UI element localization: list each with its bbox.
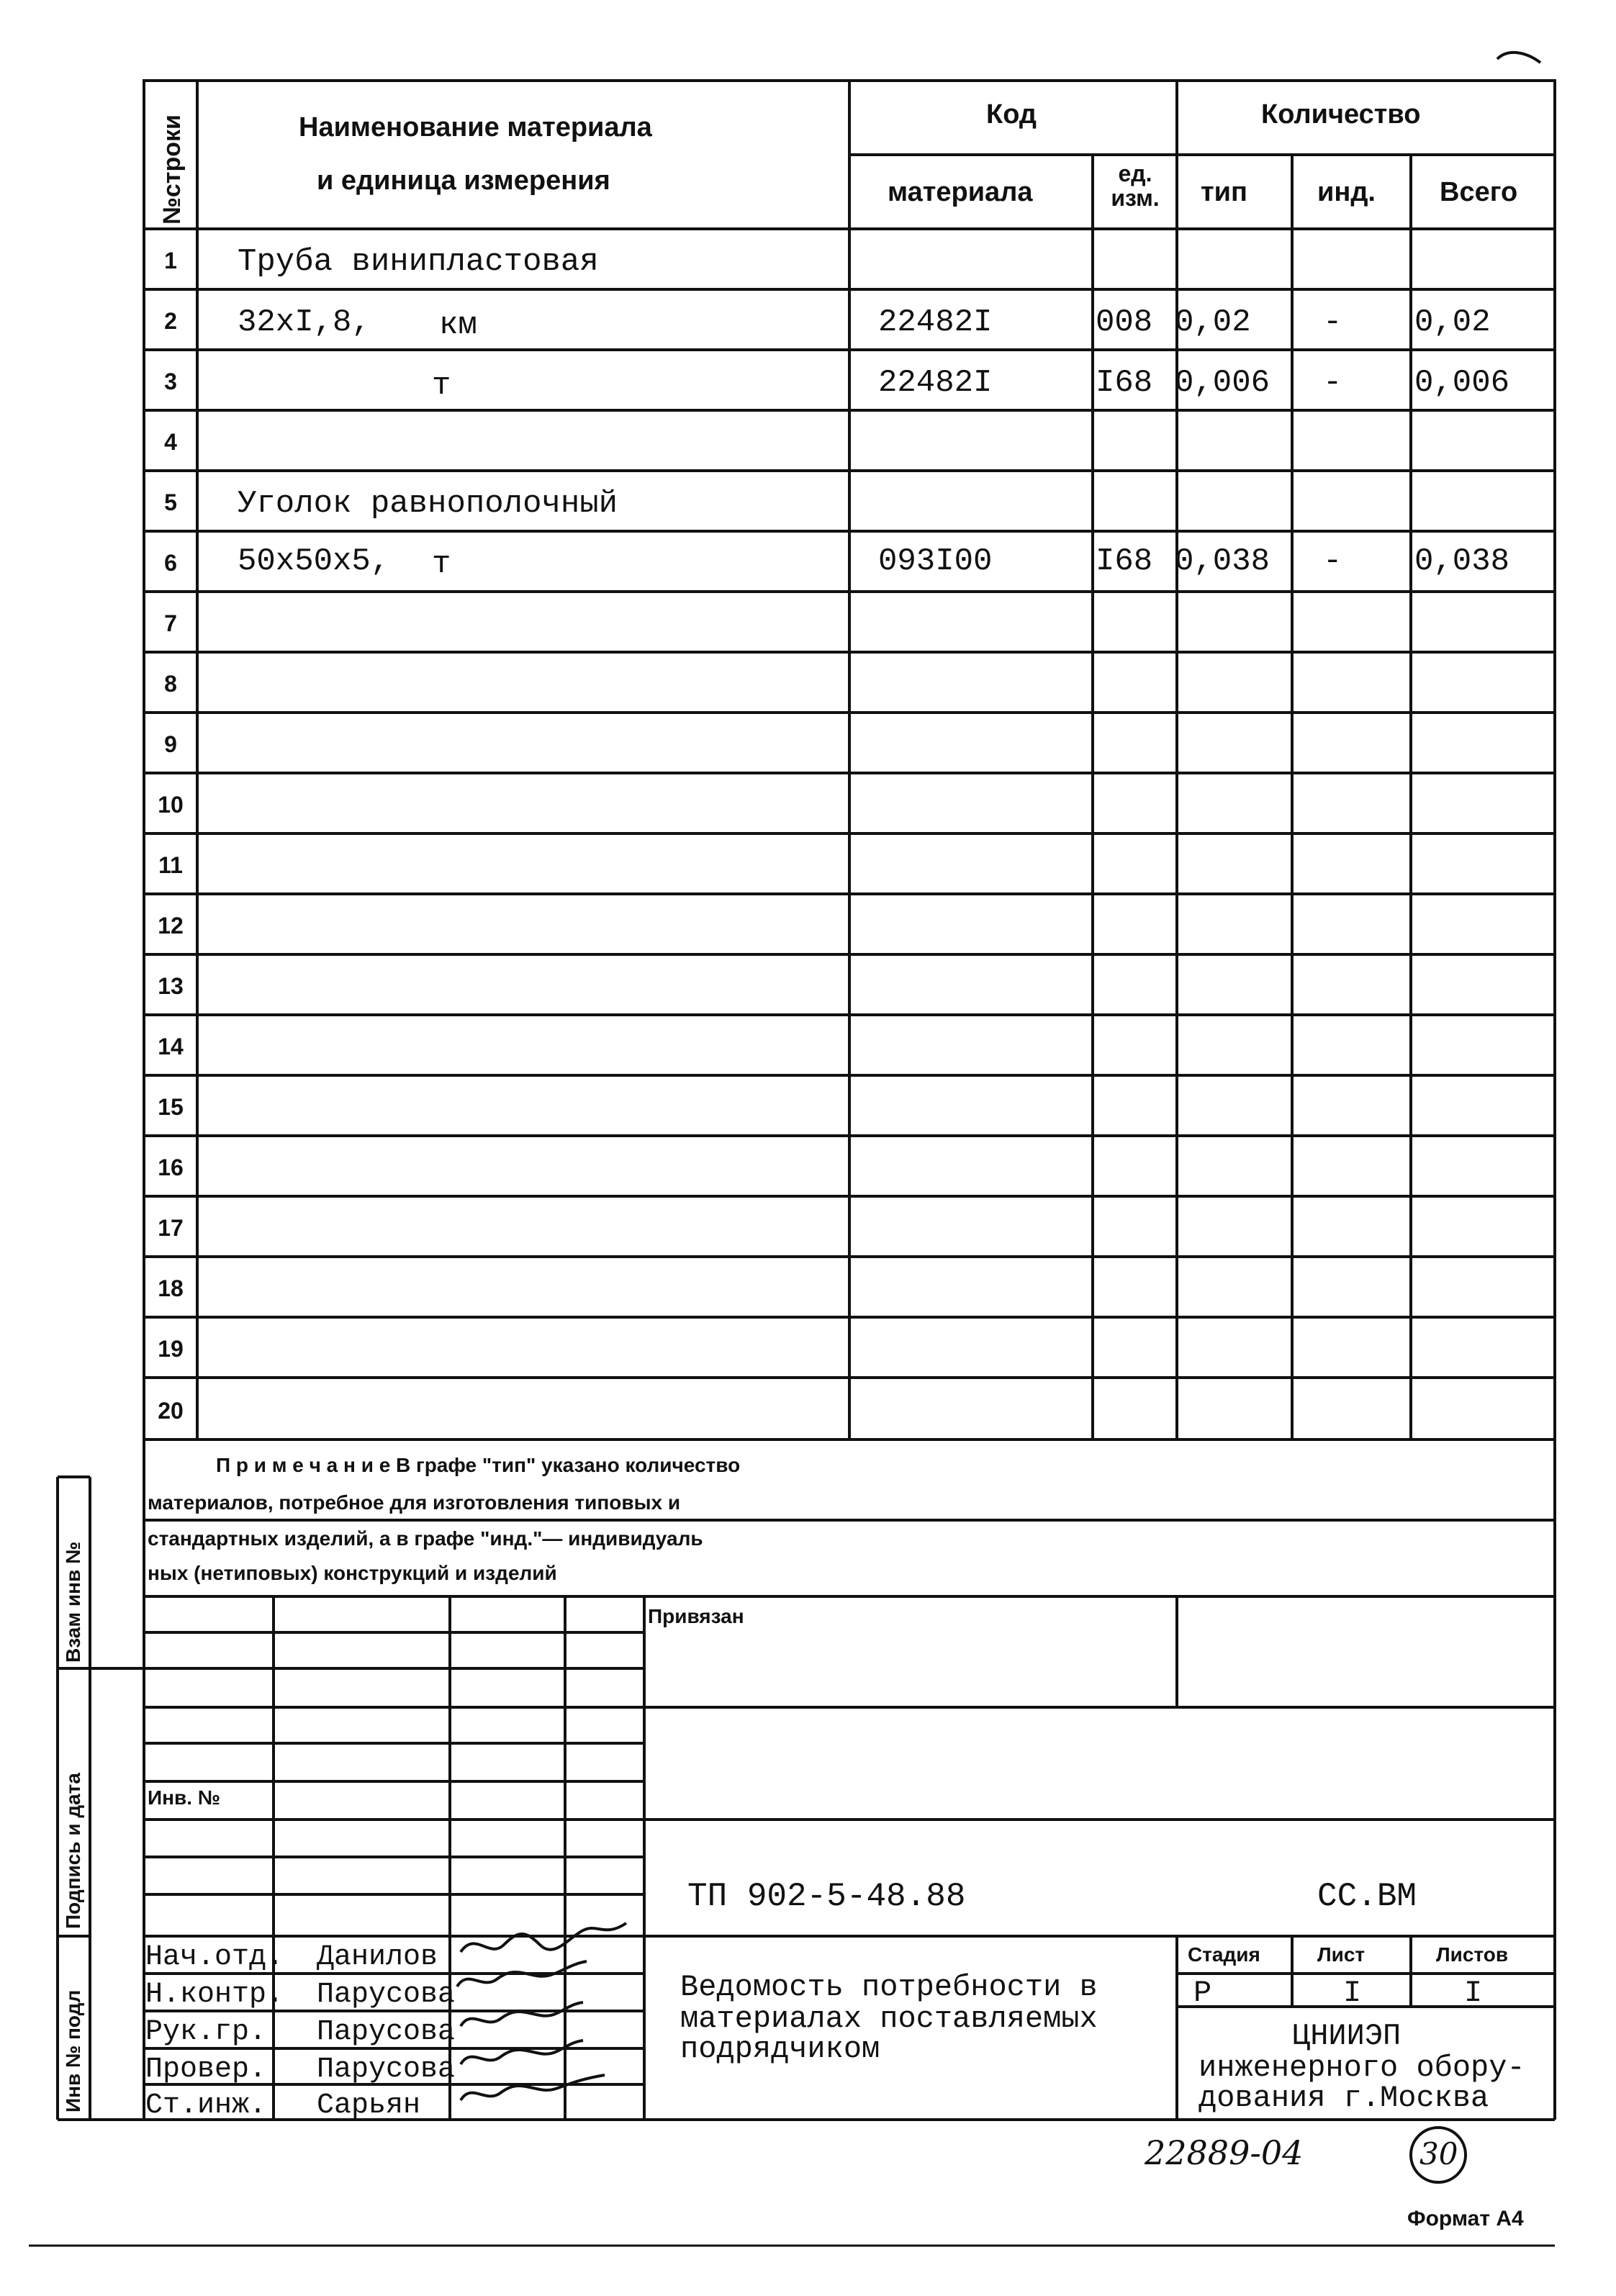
- sheet-label: Лист: [1317, 1943, 1366, 1966]
- signer-role: Ст.инж.: [145, 2089, 267, 2122]
- organization-line3: дования г.Москва: [1199, 2081, 1489, 2115]
- row-number: 12: [158, 913, 184, 939]
- unit-code: I68: [1096, 365, 1153, 401]
- row-number: 16: [158, 1154, 184, 1180]
- row-number: 1: [164, 248, 177, 274]
- qty-type: 0,02: [1175, 304, 1251, 340]
- qty-ind: -: [1323, 304, 1342, 340]
- material-unit: км: [439, 307, 477, 343]
- row-number: 5: [164, 489, 177, 515]
- document-mark: СС.ВМ: [1317, 1878, 1417, 1915]
- privyazan-label: Привязан: [648, 1605, 744, 1627]
- row-number: 9: [164, 731, 177, 757]
- row-number: 2: [164, 308, 177, 334]
- signer-name: Данилов: [317, 1941, 438, 1974]
- inv-no-label: Инв. №: [148, 1786, 221, 1809]
- qty-ind: -: [1323, 543, 1342, 579]
- material-name: 32xI,8,: [238, 304, 371, 340]
- material-name: 50x50x5,: [238, 543, 390, 579]
- name-header-line1: Наименование материала: [299, 112, 652, 143]
- row-number: 7: [164, 610, 177, 636]
- sheets-value: I: [1464, 1976, 1483, 2010]
- stage-label: Стадия: [1188, 1943, 1260, 1966]
- row-number: 19: [158, 1336, 184, 1362]
- side-label-inv-podl: Инв № подл: [62, 1989, 84, 2112]
- organization-line1: ЦНИИЭП: [1292, 2019, 1401, 2053]
- document-title-line2: материалах поставляемых: [680, 2002, 1098, 2036]
- document-title-line1: Ведомость потребности в: [680, 1970, 1098, 2005]
- row-number: 18: [158, 1275, 184, 1301]
- format-label: Формат А4: [1407, 2207, 1524, 2231]
- material-unit: т: [432, 546, 451, 582]
- organization-line2: инженерного обору-: [1199, 2051, 1525, 2085]
- qty-total: 0,038: [1414, 543, 1510, 579]
- qty-total: 0,02: [1414, 304, 1491, 340]
- document-code: ТП 902-5-48.88: [687, 1878, 966, 1915]
- row-number: 10: [158, 792, 184, 818]
- row-number: 13: [158, 973, 184, 999]
- qty-ind-header: инд.: [1317, 177, 1376, 207]
- name-header-line2: и единица измерения: [317, 166, 610, 196]
- unit-code: I68: [1096, 543, 1153, 579]
- signer-name: Парусова: [317, 2016, 456, 2048]
- qty-total: 0,006: [1414, 365, 1510, 401]
- quantity-header: Количество: [1261, 99, 1421, 130]
- row-number: 4: [164, 429, 177, 455]
- code-unit-header: ед. изм.: [1111, 161, 1160, 211]
- note-line2: материалов, потребное для изготовления типовых и: [148, 1491, 681, 1514]
- material-unit: т: [432, 368, 451, 404]
- page-number: 30: [1419, 2136, 1458, 2171]
- material-code: 22482I: [878, 365, 993, 401]
- row-number: 20: [158, 1398, 184, 1424]
- document-title-line3: подрядчиком: [680, 2032, 880, 2066]
- qty-type: 0,006: [1175, 365, 1270, 401]
- material-code: 22482I: [878, 304, 993, 340]
- signer-role: Провер.: [145, 2053, 267, 2086]
- row-number: 6: [164, 550, 177, 576]
- stage-value: Р: [1193, 1976, 1212, 2010]
- qty-total-header: Всего: [1440, 177, 1518, 207]
- signer-role: Н.контр.: [145, 1979, 284, 2011]
- row-number-header: №строки: [158, 114, 186, 225]
- row-number: 8: [164, 671, 177, 697]
- row-number: 3: [164, 369, 177, 394]
- code-header: Код: [986, 99, 1037, 130]
- sheet-value: I: [1343, 1976, 1362, 2010]
- note-line3: стандартных изделий, а в графе "инд."— индивидуаль: [148, 1527, 703, 1550]
- qty-ind: -: [1323, 365, 1342, 401]
- note-line1: П р и м е ч а н и е В графе "тип" указано количество: [216, 1454, 741, 1476]
- qty-type-header: тип: [1201, 177, 1247, 207]
- inventory-number: 22889-04: [1145, 2133, 1304, 2172]
- signer-name: Парусова: [317, 2053, 456, 2086]
- side-label-podpis: Подпись и дата: [62, 1773, 84, 1929]
- side-label-vzam: Взам инв №: [62, 1541, 84, 1663]
- signer-name: Сарьян: [317, 2089, 421, 2122]
- material-code: 093I00: [878, 543, 993, 579]
- row-number: 14: [158, 1034, 184, 1059]
- material-name: Уголок равнополочный: [238, 486, 618, 522]
- signer-name: Парусова: [317, 1979, 456, 2011]
- note-line4: ных (нетиповых) конструкций и изделий: [148, 1562, 557, 1584]
- row-number: 17: [158, 1215, 184, 1241]
- unit-code: 008: [1096, 304, 1153, 340]
- sheets-label: Листов: [1436, 1943, 1509, 1966]
- qty-type: 0,038: [1175, 543, 1270, 579]
- material-name: Труба винипластовая: [238, 244, 599, 280]
- code-material-header: материала: [888, 177, 1033, 207]
- signer-role: Нач.отд.: [145, 1941, 284, 1974]
- row-number: 15: [158, 1094, 184, 1120]
- signer-role: Рук.гр.: [145, 2016, 267, 2048]
- row-number: 11: [158, 852, 183, 878]
